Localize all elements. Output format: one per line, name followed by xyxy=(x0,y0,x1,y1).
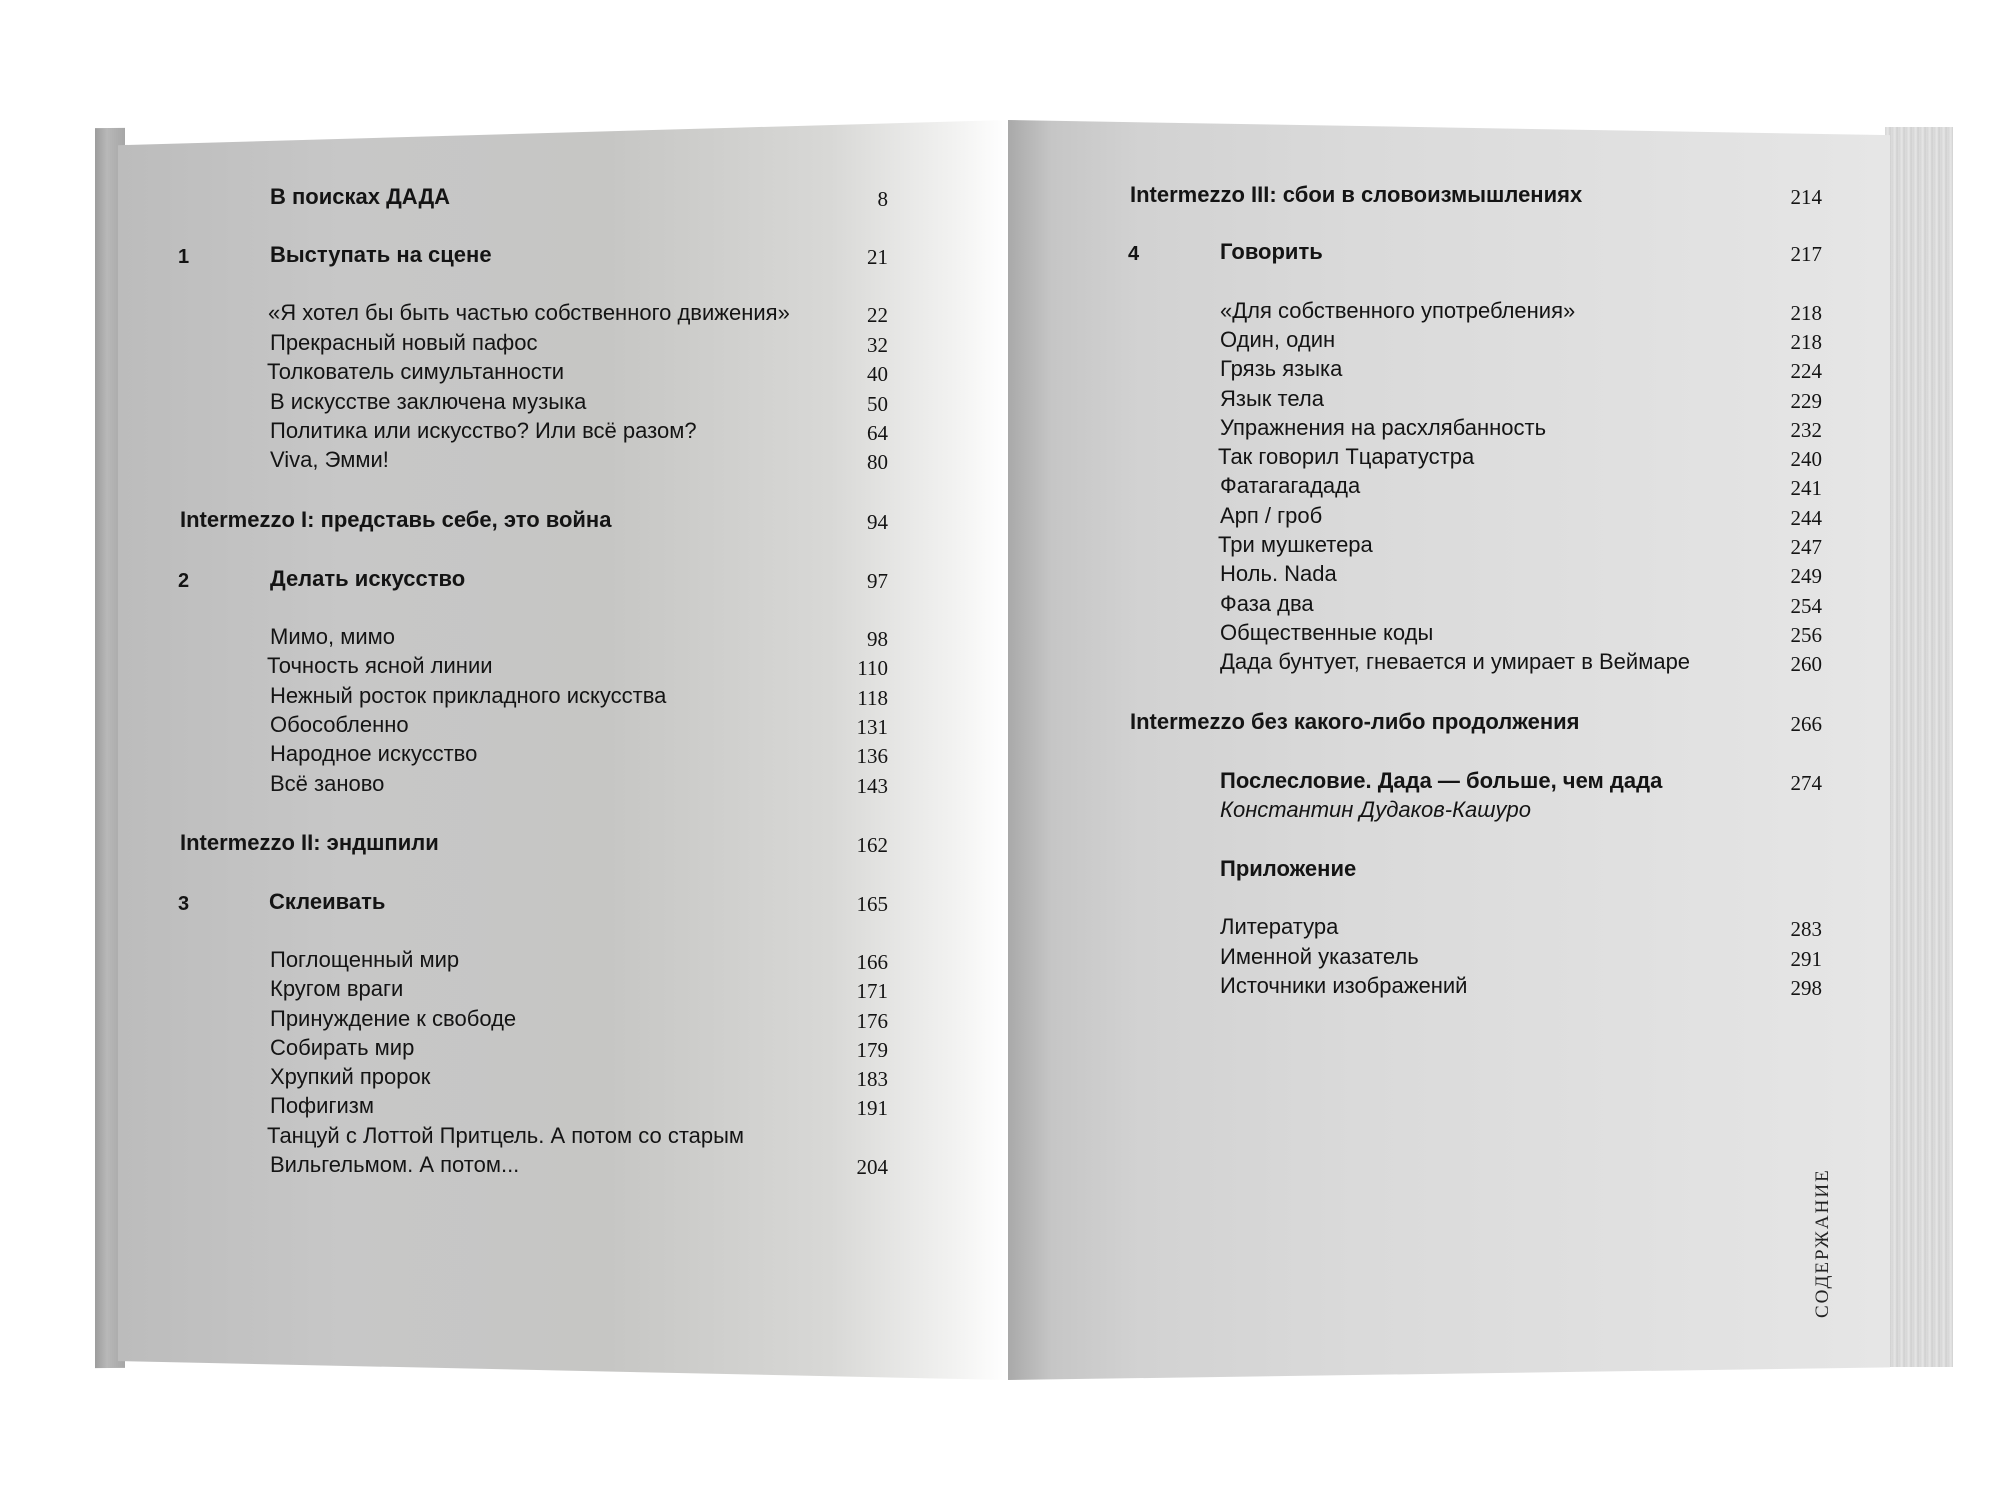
page-number: 291 xyxy=(1790,947,1822,971)
page-number: 22 xyxy=(867,303,888,327)
toc-entry-title: Обособленно xyxy=(270,712,409,737)
toc-entry-title: Intermezzo III: сбои в словоизмышлениях xyxy=(1130,182,1583,207)
page-number: 240 xyxy=(1790,447,1822,471)
toc-entry-title: Viva, Эмми! xyxy=(270,447,389,472)
toc-entry-title: Делать искусство xyxy=(270,566,466,591)
page-number: 8 xyxy=(877,187,888,211)
toc-entry-title: Мимо, мимо xyxy=(270,624,395,649)
chapter-number: 1 xyxy=(178,246,190,268)
page-number: 179 xyxy=(856,1038,888,1062)
toc-entry-title: Язык тела xyxy=(1220,386,1324,411)
toc-entry-title: Склеивать xyxy=(269,889,386,914)
toc-entry-title: Именной указатель xyxy=(1220,944,1419,969)
toc-entry-title: Грязь языка xyxy=(1220,356,1343,381)
page-number: 218 xyxy=(1790,330,1822,354)
page-number: 214 xyxy=(1790,185,1822,209)
toc-entry-title: Фаза два xyxy=(1220,591,1314,616)
toc-entry-title: Приложение xyxy=(1220,856,1357,881)
toc-entry-title: Вильгельмом. А потом... xyxy=(270,1152,520,1177)
page-number: 283 xyxy=(1790,917,1822,941)
toc-entry-title: Один, один xyxy=(1220,327,1336,352)
toc-entry-title: Кругом враги xyxy=(270,976,404,1001)
toc-entry-title: Фатагагадада xyxy=(1220,473,1361,498)
toc-entry-title: Intermezzo II: эндшпили xyxy=(180,830,439,855)
toc-entry-title: «Я хотел бы быть частью собственного движения» xyxy=(268,300,790,325)
page-number: 165 xyxy=(856,892,888,916)
page-number: 217 xyxy=(1790,242,1822,266)
page-number: 232 xyxy=(1790,418,1822,442)
page-number: 260 xyxy=(1790,652,1822,676)
toc-entry-title: Три мушкетера xyxy=(1218,532,1373,557)
page-number: 176 xyxy=(856,1009,888,1033)
page-number: 118 xyxy=(857,686,888,710)
toc-entry-title: Хрупкий пророк xyxy=(270,1064,431,1089)
page-number: 183 xyxy=(856,1067,888,1091)
toc-entry-title: Поглощенный мир xyxy=(270,947,460,972)
toc-entry-title: Собирать мир xyxy=(270,1035,415,1060)
right-page-stack xyxy=(1885,127,1953,1367)
chapter-number: 3 xyxy=(178,893,190,915)
toc-entry-title: Говорить xyxy=(1220,239,1323,264)
page-number: 229 xyxy=(1790,389,1822,413)
page-number: 256 xyxy=(1790,623,1822,647)
toc-entry-title: Выступать на сцене xyxy=(270,242,492,267)
page-number: 143 xyxy=(856,774,888,798)
toc-entry-title: Арп / гроб xyxy=(1220,503,1323,528)
page-number: 131 xyxy=(856,715,888,739)
page-number: 249 xyxy=(1790,564,1822,588)
page-number: 241 xyxy=(1790,476,1822,500)
toc-entry-title: Танцуй с Лоттой Притцель. А потом со старым xyxy=(267,1123,745,1148)
toc-entry-title: Народное искусство xyxy=(270,741,478,766)
page-number: 136 xyxy=(856,744,888,768)
page-number: 247 xyxy=(1790,535,1822,559)
toc-entry-title: Пофигизм xyxy=(270,1093,374,1118)
toc-entry-title: Так говорил Тцаратустра xyxy=(1218,444,1475,469)
toc-entry-title: Всё заново xyxy=(270,771,385,796)
page-number: 191 xyxy=(856,1096,888,1120)
toc-entry-title: Прекрасный новый пафос xyxy=(270,330,538,355)
toc-entry-title: Толкователь симультанности xyxy=(267,359,565,384)
toc-entry-title: Нежный росток прикладного искусства xyxy=(270,683,667,708)
toc-entry-title: Принуждение к свободе xyxy=(270,1006,517,1031)
page-number: 224 xyxy=(1790,359,1822,383)
page-number: 171 xyxy=(856,979,888,1003)
side-label-contents: СОДЕРЖАНИЕ xyxy=(1812,1168,1833,1318)
toc-entry-title: Intermezzo I: представь себе, это война xyxy=(180,507,612,532)
chapter-number: 2 xyxy=(178,570,190,592)
page-number: 244 xyxy=(1790,506,1822,530)
toc-entry-title: В искусстве заключена музыка xyxy=(270,389,587,414)
page-number: 218 xyxy=(1790,301,1822,325)
toc-entry-title: «Для собственного употребления» xyxy=(1220,298,1576,323)
page-number: 94 xyxy=(867,510,888,534)
toc-entry-title: Послесловие. Дада — больше, чем дада xyxy=(1220,768,1663,793)
page-number: 40 xyxy=(867,362,888,386)
page-number: 50 xyxy=(867,392,888,416)
page-number: 64 xyxy=(867,421,888,445)
chapter-number: 4 xyxy=(1128,243,1140,265)
page-number: 166 xyxy=(856,950,888,974)
toc-entry-title: Литература xyxy=(1220,914,1339,939)
page-number: 162 xyxy=(856,833,888,857)
page-number: 298 xyxy=(1790,976,1822,1000)
toc-entry-title: Дада бунтует, гневается и умирает в Веймаре xyxy=(1220,649,1691,674)
page-number: 21 xyxy=(867,245,888,269)
page-number: 274 xyxy=(1790,771,1822,795)
toc-entry-title: Политика или искусство? Или всё разом? xyxy=(270,418,697,443)
page-number: 32 xyxy=(867,333,888,357)
toc-entry-title: Упражнения на расхлябанность xyxy=(1220,415,1547,440)
page-number: 254 xyxy=(1790,594,1822,618)
page-number: 80 xyxy=(867,450,888,474)
toc-entry-title: Общественные коды xyxy=(1220,620,1434,645)
page-number: 97 xyxy=(867,569,888,593)
page-number: 110 xyxy=(857,656,888,680)
toc-entry-title: Точность ясной линии xyxy=(267,653,493,678)
page-number: 98 xyxy=(867,627,888,651)
page-number: 204 xyxy=(856,1155,888,1179)
toc-entry-title: Источники изображений xyxy=(1220,973,1468,998)
toc-entry-title: Intermezzo без какого-либо продолжения xyxy=(1130,709,1580,734)
toc-entry-title: Ноль. Nada xyxy=(1220,561,1337,586)
toc-entry-title: В поисках ДАДА xyxy=(270,184,451,209)
page-number: 266 xyxy=(1790,712,1822,736)
toc-entry-title: Константин Дудаков-Кашуро xyxy=(1220,797,1532,822)
